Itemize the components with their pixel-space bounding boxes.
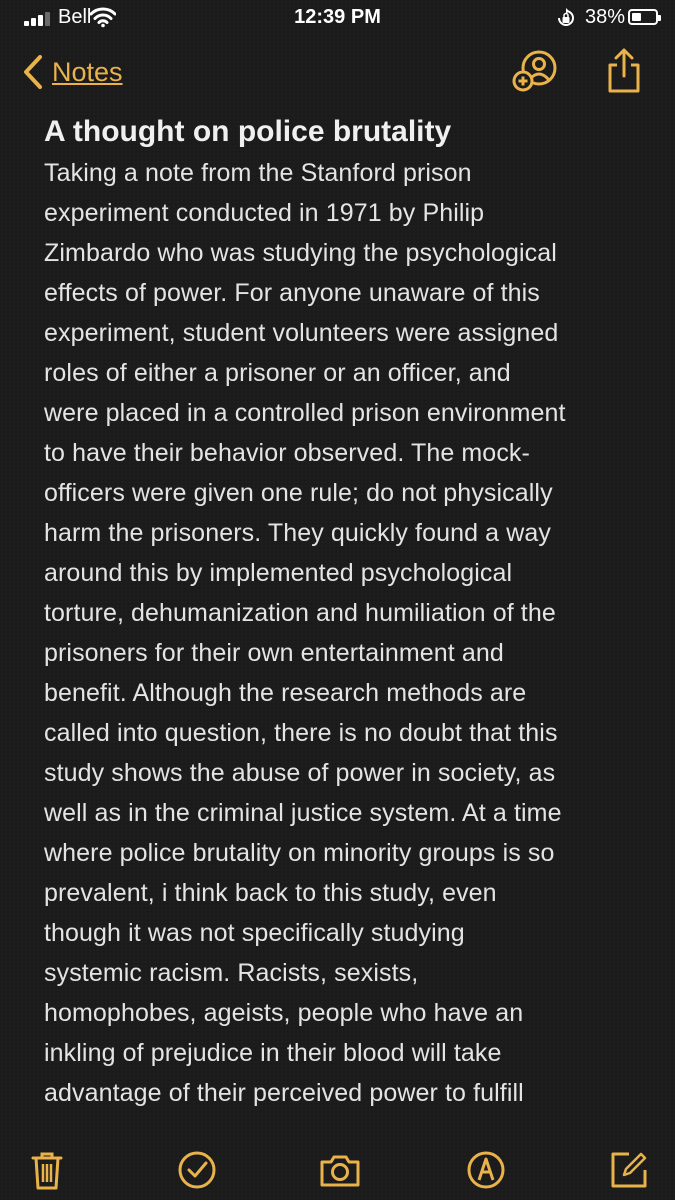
bottom-toolbar: [0, 1140, 675, 1200]
note-body[interactable]: [44, 153, 644, 1113]
note-line: systemic racism. Racists, sexists,: [44, 959, 419, 987]
note-line: well as in the criminal justice system. At a time: [44, 799, 562, 827]
note-line: homophobes, ageists, people who have an: [44, 999, 524, 1027]
note-line: experiment conducted in 1971 by Philip: [44, 199, 485, 227]
carrier-name: Bell: [58, 6, 92, 28]
note-line: called into question, there is no doubt that this: [44, 719, 558, 747]
battery-percentage: 38%: [585, 6, 626, 28]
chevron-left-icon: [18, 52, 48, 92]
markup-icon[interactable]: [464, 1148, 508, 1192]
note-editor[interactable]: [44, 112, 644, 1113]
note-line: roles of either a prisoner or an officer, and: [44, 359, 511, 387]
note-line: advantage of their perceived power to fulfill: [44, 1079, 524, 1107]
back-button[interactable]: [18, 50, 123, 94]
add-people-icon[interactable]: [512, 48, 560, 94]
note-line: harm the prisoners. They quickly found a way: [44, 519, 551, 547]
back-button-label: Notes: [52, 56, 123, 87]
trash-icon[interactable]: [25, 1148, 69, 1192]
note-line: study shows the abuse of power in society, as: [44, 759, 556, 787]
note-line: around this by implemented psychological: [44, 559, 513, 587]
note-line: officers were given one rule; do not physically: [44, 479, 553, 507]
note-line: effects of power. For anyone unaware of this: [44, 279, 540, 307]
note-line: inkling of prejudice in their blood will take: [44, 1039, 502, 1067]
camera-icon[interactable]: [318, 1148, 362, 1192]
note-line: prisoners for their own entertainment and: [44, 639, 504, 667]
compose-icon[interactable]: [607, 1148, 651, 1192]
note-line: though it was not specifically studying: [44, 919, 465, 947]
note-line: Zimbardo who was studying the psychological: [44, 239, 557, 267]
checklist-icon[interactable]: [175, 1148, 219, 1192]
share-icon[interactable]: [604, 46, 644, 96]
clock: 12:39 PM: [294, 6, 381, 28]
navigation-bar: [0, 40, 675, 104]
status-bar: [0, 0, 675, 36]
note-line: where police brutality on minority groups is so: [44, 839, 555, 867]
note-line: experiment, student volunteers were assigned: [44, 319, 559, 347]
note-line: to have their behavior observed. The mock-: [44, 439, 530, 467]
note-line: torture, dehumanization and humiliation of the: [44, 599, 556, 627]
note-line: prevalent, i think back to this study, even: [44, 879, 497, 907]
rotation-lock-icon: [555, 7, 577, 29]
note-title[interactable]: A thought on police brutality: [44, 115, 452, 148]
battery-icon: [628, 9, 658, 25]
note-line: Taking a note from the Stanford prison: [44, 159, 472, 187]
note-line: benefit. Although the research methods are: [44, 679, 527, 707]
note-line: were placed in a controlled prison environment: [44, 399, 566, 427]
